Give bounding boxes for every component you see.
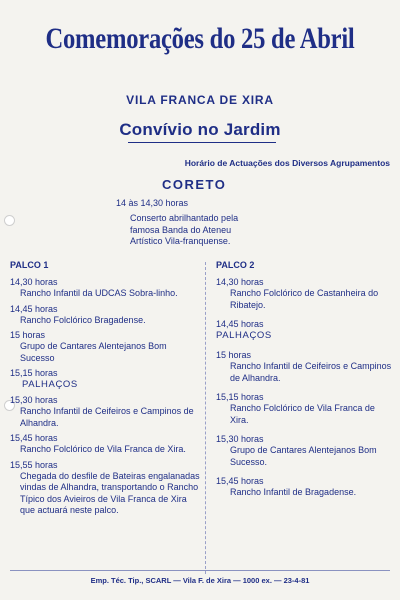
palco1-time: 15,15 horas	[10, 368, 58, 378]
palco2-act: Rancho Folclórico de Vila Franca de Xira.	[230, 403, 375, 425]
palco2-time: 15 horas	[216, 350, 252, 360]
subtitle-underline	[128, 142, 276, 143]
palco2-time: 15,45 horas	[216, 476, 264, 486]
palco2-time: 15,30 horas	[216, 434, 264, 444]
palco1-act: Rancho Infantil de Ceifeiros e Campinos de Alhandra.	[20, 406, 194, 428]
palco2-act: Rancho Folclórico de Castanheira do Ribatejo.	[230, 288, 379, 310]
palco2-act: Rancho Infantil de Bragadense.	[230, 487, 357, 497]
palco2-time: 14,30 horas	[216, 277, 264, 287]
coreto-heading: CORETO	[162, 177, 227, 192]
printer-footer: Emp. Téc. Tip., SCARL — Vila F. de Xira — 1000 ex. — 23-4-81	[90, 576, 310, 585]
palco2-time: 15,15 horas	[216, 392, 264, 402]
footer-divider	[10, 570, 390, 571]
event-subtitle: Convívio no Jardim	[119, 120, 281, 139]
place-heading: VILA FRANCA DE XIRA	[126, 93, 274, 107]
coreto-description: Conserto abrilhantado pela famosa Banda do Ateneu Artístico Vila-franquense.	[130, 213, 239, 246]
palco1-heading: PALCO 1	[10, 260, 49, 270]
punch-hole	[4, 215, 15, 226]
palco1-column	[10, 260, 200, 520]
palco1-act: PALHAÇOS	[22, 379, 78, 390]
palco2-heading: PALCO 2	[216, 260, 255, 270]
palco1-act: Grupo de Cantares Alentejanos Bom Sucesso	[20, 341, 167, 363]
page-title: Comemorações do 25 de Abril	[45, 22, 355, 55]
palco1-time: 15,45 horas	[10, 433, 58, 443]
palco2-act: Grupo de Cantares Alentejanos Bom Sucesso.	[230, 445, 377, 467]
palco1-time: 14,45 horas	[10, 303, 58, 314]
palco2-column	[216, 260, 394, 506]
palco2-act: PALHAÇOS	[216, 330, 272, 341]
palco2-time: 14,45 horas	[216, 319, 264, 329]
palco2-act: Rancho Infantil de Ceifeiros e Campinos de Alhandra.	[230, 361, 392, 383]
palco1-act: Rancho Folclórico Bragadense.	[20, 314, 146, 325]
palco1-time: 15,30 horas	[10, 395, 58, 405]
schedule-heading: Horário de Actuações dos Diversos Agrupamentos	[184, 158, 390, 168]
coreto-time: 14 às 14,30 horas	[116, 198, 189, 208]
column-divider	[205, 262, 206, 574]
palco1-time: 15,55 horas	[10, 459, 58, 470]
palco1-act: Rancho Infantil da UDCAS Sobra-linho.	[20, 288, 178, 298]
palco1-act: Rancho Folclórico de Vila Franca de Xira.	[20, 444, 186, 454]
palco1-act: Chegada do desfile de Bateiras engalanadas vindas de Alhandra, transportando o Rancho Típico dos Avieiros de Vila Franca de Xira que actuará neste palco.	[20, 470, 200, 515]
palco1-time: 15 horas	[10, 330, 46, 340]
palco1-time: 14,30 horas	[10, 277, 58, 287]
